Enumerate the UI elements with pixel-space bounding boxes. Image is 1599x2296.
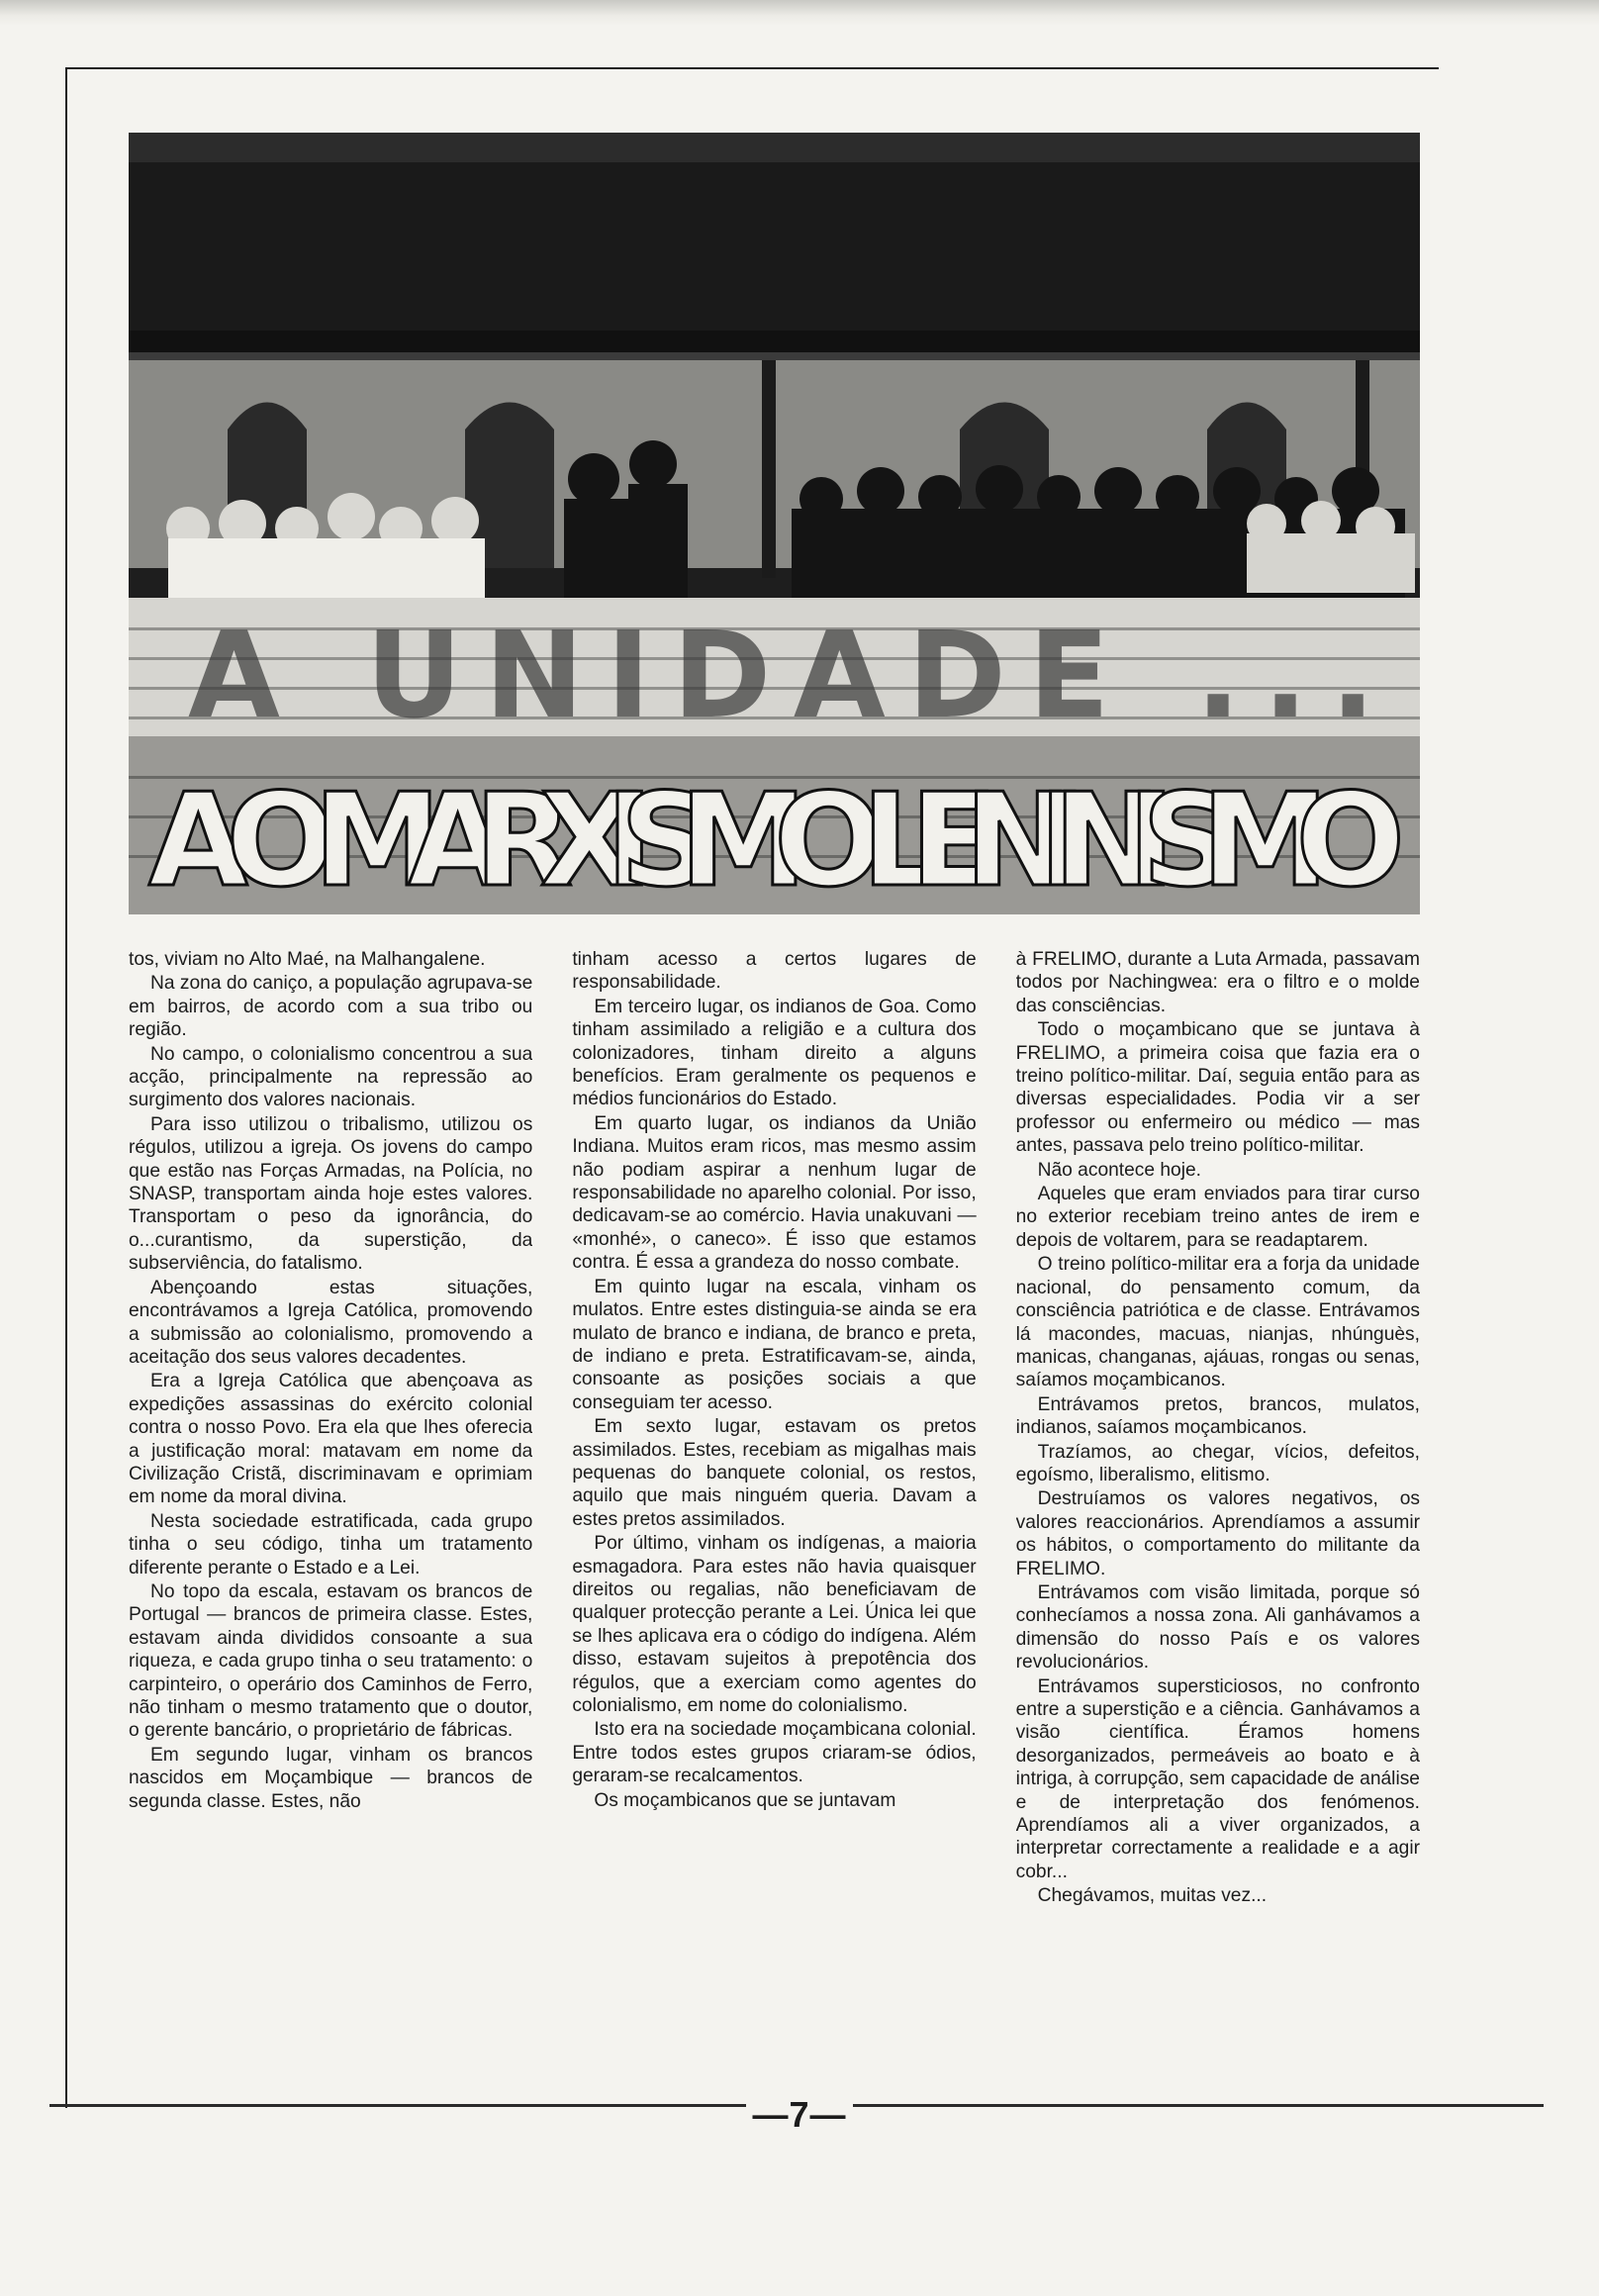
paragraph: Aqueles que eram enviados para tirar curso no exterior recebiam treino antes de irem e depois de voltarem, para se readaptarem. (1015, 1184, 1420, 1251)
paragraph: Todo o moçambicano que se juntava à FRELIMO, a primeira coisa que fazia era o treino político-militar. Daí, seguia então para as diversas especialidades. Podia vir a ser professor ou enfermeiro ou médico — mas antes, passava pelo treino político-militar. (1015, 1019, 1420, 1157)
column-1 (129, 948, 532, 2017)
paragraph: Por último, vinham os indígenas, a maioria esmagadora. Para estes não havia quaisquer direitos ou regalias, não beneficiavam de qualquer protecção perante a Lei. Única lei que se lhes aplicava era o código do indígena. Além disso, estavam sujeitos à prepotência dos régulos, que a exerciam como agentes do colonialismo, em nome do colonialismo. (572, 1533, 977, 1716)
banner-bottom-text: A O MARXISMO LENINISMO (148, 765, 1405, 914)
paragraph: Em segundo lugar, vinham os brancos nascidos em Moçambique — brancos de segunda classe. Estes, não (129, 1744, 533, 1812)
article-columns (129, 948, 1420, 2017)
paragraph: Isto era na sociedade moçambicana colonial. Entre todos estes grupos criaram-se ódios, geraram-se recalcamentos. (572, 1719, 977, 1787)
page-number (0, 2094, 1599, 2136)
paragraph: Trazíamos, ao chegar, vícios, defeitos, egoísmo, liberalismo, elitismo. (1015, 1441, 1420, 1485)
paragraph: Era a Igreja Católica que abençoava as expedições assassinas do exército colonial contra o nosso Povo. Era ela que lhes oferecia a justificação moral: matavam em nome da Civilização Cristã, discriminavam e oprimiam em nome da moral divina. (129, 1371, 533, 1508)
column-2 (572, 948, 976, 2017)
paragraph: à FRELIMO, durante a Luta Armada, passavam todos por Nachingwea: era o filtro e o molde das consciências. (1015, 949, 1420, 1016)
paragraph: Em sexto lugar, estavam os pretos assimilados. Estes, recebiam as migalhas mais pequenas do banquete colonial, os restos, aquilo que mais ninguém queria. Davam a estes pretos assimilados. (572, 1416, 977, 1530)
banner-top-text: A UNIDADE ... (188, 608, 1375, 745)
paragraph: Chegávamos, muitas vez... (1037, 1885, 1268, 1907)
paragraph: No campo, o colonialismo concentrou a sua acção, principalmente na repressão ao surgimento dos valores nacionais. (129, 1043, 533, 1111)
paragraph: Abençoando estas situações, encontrávamos a Igreja Católica, promovendo a submissão ao colonialismo, promovendo a aceitação dos seus valores decadentes. (129, 1277, 533, 1368)
column-3 (1016, 948, 1420, 2017)
scan-edge (0, 0, 1599, 26)
paragraph: tos, viviam no Alto Maé, na Malhangalene. (129, 949, 486, 970)
paragraph: Destruíamos os valores negativos, os valores reaccionários. Aprendíamos a assumir os hábitos, o comportamento do militante da FRELIMO. (1015, 1488, 1420, 1579)
paragraph: Entrávamos pretos, brancos, mulatos, indianos, saíamos moçambicanos. (1015, 1393, 1420, 1439)
paragraph: Em quinto lugar na escala, vinham os mulatos. Entre estes distinguia-se ainda se era mulato de branco e indiana, de branco e preta, de indiano e preta. Estratificavam-se, ainda, consoante as posições sociais a que conseguiam ter acesso. (572, 1276, 977, 1413)
paragraph: Os moçambicanos que se juntavam (594, 1789, 896, 1811)
paragraph: O treino político-militar era a forja da unidade nacional, do pensamento comum, da consciência patriótica e de classe. Entrávamos lá macondes, macuas, nianjas, nhúnguès, manicas, changanas, ajáuas, rongas ou senas, saíamos moçambicanos. (1015, 1254, 1420, 1391)
paragraph: Entrávamos com visão limitada, porque só conhecíamos a nossa zona. Ali ganhávamos a dimensão do nosso País e os valores revolucionários. (1015, 1581, 1420, 1674)
paragraph: Nesta sociedade estratificada, cada grupo tinha o seu código, tinha um tratamento diferente perante o Estado e a Lei. (129, 1510, 533, 1578)
paragraph: No topo da escala, estavam os brancos de Portugal — brancos de primeira classe. Estes, estavam ainda divididos consoante a sua riqueza, e cada grupo tinha o seu tratamento: o carpinteiro, o operário dos Caminhos de Ferro, não tinham o mesmo tratamento que o doutor, o gerente bancário, o proprietário de fábricas. (129, 1580, 533, 1742)
paragraph: Não acontece hoje. (1037, 1159, 1201, 1181)
paragraph: Na zona do caniço, a população agrupava-se em bairros, de acordo com a sua tribo ou região. (129, 973, 533, 1041)
page-number-text: —7— (746, 2094, 852, 2135)
paragraph: Entrávamos supersticiosos, no confronto entre a superstição e a ciência. Ganhávamos a visão científica. Éramos homens desorganizados, permeáveis ao boato e à intriga, à corrupção, sem capacidade de análise e de interpretação dos fenómenos. Aprendíamos ali a viver organizados, a interpretar correctamente a realidade e a agir cobr... (1015, 1675, 1420, 1882)
paragraph: tinham acesso a certos lugares de responsabilidade. (572, 949, 977, 994)
paragraph: Em terceiro lugar, os indianos de Goa. Como tinham assimilado a religião e a cultura dos colonizadores, tinham direito a alguns benefícios. Eram geralmente os pequenos e médios funcionários do Estado. (572, 996, 977, 1110)
rally-photo (129, 133, 1420, 914)
paragraph: Para isso utilizou o tribalismo, utilizou os régulos, utilizou a igreja. Os jovens do campo que estão nas Forças Armadas, na Polícia, no SNASP, transportam ainda hoje estes valores. Transportam o peso da ignorância, do o...curantismo, da superstição, da subserviência, do fatalismo. (129, 1113, 533, 1275)
paragraph: Em quarto lugar, os indianos da União Indiana. Muitos eram ricos, mas mesmo assim não podiam aspirar a nenhum lugar de responsabilidade no aparelho colonial. Por isso, dedicavam-se ao comércio. Havia unakuvani — «monhé», o caneco». É isso que estamos contra. É essa a grandeza do nosso combate. (572, 1112, 977, 1274)
